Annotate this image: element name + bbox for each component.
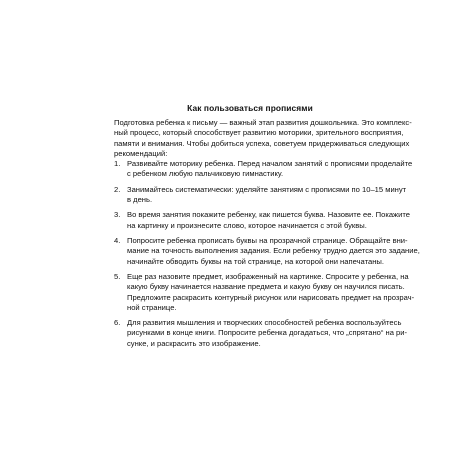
document-title: Как пользоваться прописями — [187, 103, 313, 113]
list-item-line: рисунками в конце книги. Попросите ребенка догадаться, что „спрятано“ на ри- — [127, 328, 408, 338]
list-item-line: Во время занятия покажите ребенку, как пишется буква. Назовите ее. Покажите — [127, 210, 410, 220]
list-item-number: 5. — [114, 272, 121, 281]
list-item-number: 3. — [114, 210, 121, 220]
list-item-line: Для развития мышления и творческих способностей ребенка воспользуйтесь — [127, 318, 402, 328]
list-item-number: 1. — [114, 159, 121, 168]
list-item-line: ной странице. — [127, 302, 177, 312]
list-item-line: начинайте обводить буквы на той странице, на которой они напечатаны. — [127, 256, 384, 266]
list-item — [114, 272, 415, 313]
list-item-number: 4. — [114, 236, 121, 246]
list-item — [114, 159, 413, 180]
list-item-line: с ребенком любую пальчиковую гимнастику. — [127, 169, 284, 179]
list-item — [114, 184, 407, 206]
list-item-line: Развивайте моторику ребенка. Перед началом занятий с прописями проделайте — [127, 159, 413, 168]
list-item — [114, 236, 420, 267]
list-item-line: в день. — [127, 194, 153, 204]
recommendations-list — [114, 159, 420, 349]
list-item-line: на картинку и произнесите слово, которое начинается с этой буквы. — [127, 220, 367, 230]
list-item — [114, 318, 408, 349]
intro-line: памяти и внимания. Чтобы добиться успеха, советуем придерживаться следующих — [114, 138, 410, 148]
intro-line: Подготовка ребенка к письму — важный этап развития дошкольника. Это комплекс- — [114, 118, 412, 127]
intro-line: рекомендаций: — [114, 148, 168, 158]
list-item-number: 2. — [114, 184, 121, 194]
list-item-line: Попросите ребенка прописать буквы на прозрачной странице. Обращайте вни- — [127, 236, 408, 246]
intro-line: ный процесс, который способствует развитию моторики, зрительного восприятия, — [114, 128, 404, 138]
document-page — [114, 103, 420, 354]
list-item-line: Еще раз назовите предмет, изображенный на картинке. Спросите у ребенка, на — [127, 272, 409, 281]
list-item-line: какую букву начинается название предмета и какую букву он научился писать. — [127, 282, 405, 292]
list-item — [114, 210, 410, 231]
list-item-line: Занимайтесь систематически: уделяйте занятиям с прописями по 10–15 минут — [127, 184, 407, 194]
list-item-line: Предложите раскрасить контурный рисунок или нарисовать предмет на прозрач- — [127, 292, 415, 302]
intro-paragraph — [114, 118, 412, 159]
list-item-line: мание на точность выполнения задания. Если ребенку трудно дается это задание, — [127, 246, 420, 256]
list-item-line: сунке, и раскрасить это изображение. — [127, 338, 261, 348]
list-item-number: 6. — [114, 318, 121, 328]
